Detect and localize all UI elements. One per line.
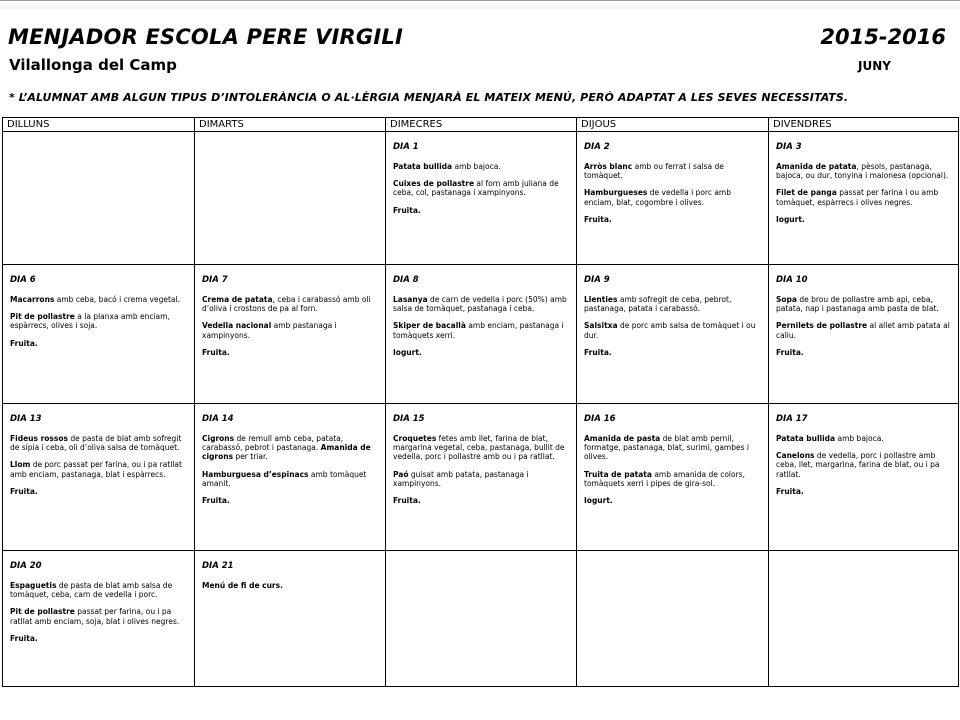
dish-description: amb bajoca. [452,162,501,171]
dish-description: passat per farina i ou amb tomàquet, espàrrecs i olives negres. [776,188,939,207]
dish-description: de vedella i porc amb enciam, blat, cogombre i olives. [584,188,731,207]
day-cell [3,551,195,687]
empty-day-cell [577,551,769,687]
dish-entry [393,470,570,488]
dish-description: amb ou ferrat i salsa de tomàquet. [584,162,724,181]
dessert-entry: Iogurt. [776,214,805,224]
day-cell [769,265,959,404]
dish-entry [393,434,570,462]
empty-day-cell [3,132,195,265]
dish-name: Fideus rossos [10,434,68,443]
day-cell [386,265,577,404]
dish-name: Sopa [776,295,797,304]
dish-entry [776,295,952,313]
dish-name: Amanida de pasta [584,434,661,443]
day-number: DIA 9 [584,275,610,285]
dish-name: Macarrons [10,295,55,304]
dish-entry [393,162,570,171]
dish-description: de pasta de blat amb salsa de tomàquet, ceba, carn de vedella i porc. [10,581,173,600]
dish-entry [202,295,379,313]
dessert-entry: Fruita. [10,338,38,348]
day-number: DIA 13 [10,414,42,424]
dish-entry [776,162,952,180]
dish-name: Salsitxa [584,321,618,331]
dessert-entry: Fruita. [584,214,612,224]
dish-entry [584,470,762,488]
dish-entry [10,581,188,599]
day-number: DIA 10 [776,275,808,285]
dish-description: amb sofregit de ceba, pebrot, pastanaga, patata i carabassó. [584,295,732,314]
dish-entry [202,434,379,462]
dish-name: Canelons [776,451,815,461]
dessert-entry: Fruita. [393,496,421,506]
dish-entry [584,434,762,462]
empty-day-cell [769,551,959,687]
month-label: JUNY [858,59,891,73]
dish-name: Espaguetis [10,581,57,590]
dish-description: de carn de vedella i porc (50%) amb salsa de tomàquet, pastanaga i ceba. [393,295,567,314]
dish-description: passat per farina, ou i pa ratllat amb enciam, soja, blat i olives negres. [10,607,180,626]
dish-name: Cigrons [202,434,235,443]
dish-name: Paó [393,469,409,479]
dish-name: Llom [10,460,31,470]
dish-name: Filet de panga [776,188,837,198]
dish-entry [584,188,762,206]
school-town: Vilallonga del Camp [9,56,177,74]
day-cell [577,404,769,551]
dish-entry [393,321,570,339]
day-number: DIA 3 [776,142,802,152]
dish-entry [10,295,188,304]
day-cell [769,132,959,265]
week-row [3,404,959,551]
day-number: DIA 2 [584,142,610,152]
page-title: MENJADOR ESCOLA PERE VIRGILI [8,25,403,49]
week-row [3,265,959,404]
day-cell [195,404,386,551]
day-cell [195,265,386,404]
day-number: DIA 1 [393,142,419,152]
menu-calendar-table [2,117,959,687]
dessert-entry: Iogurt. [393,347,422,357]
day-number: DIA 16 [584,414,616,424]
day-cell [3,265,195,404]
dish-entry [10,312,188,330]
dish-name: Crema de patata [202,295,273,304]
dish-description: al forn amb juliana de ceba, col, pastanaga i xampinyons. [393,179,559,198]
day-number: DIA 6 [10,275,36,285]
dish-entry [202,470,379,488]
day-number: DIA 20 [10,561,42,571]
school-year: 2015-2016 [820,25,946,49]
day-cell [769,404,959,551]
dish-description: per triar. [233,452,268,462]
dish-entry [393,295,570,313]
dish-description: de blat amb pernil, formatge, pastanaga, blat, surimi, gambes i olives. [584,434,749,462]
dish-entry [10,434,188,452]
day-number: DIA 21 [202,561,234,571]
dish-description: amb tomàquet amanit. [202,469,367,488]
dish-description: fetes amb llet, farina de blat, margarina vegetal, ceba, pastanaga, bullit de vedella, porc i pollastre amb ou i pa ratllat. [393,434,565,462]
weekday-header: DIJOUS [577,118,769,132]
dessert-entry: Fruita. [202,496,230,506]
weekday-header-row [3,118,959,132]
weekday-header: DIVENDRES [769,118,959,132]
dish-name: Pit de pollastre [10,312,75,322]
dish-description: de porc passat per farina, ou i pa ratllat amb enciam, pastanaga, blat i espàrrecs. [10,460,182,479]
dish-entry [776,321,952,339]
dish-name: Hamburgueses [584,188,648,198]
dish-description: de vedella, porc i pollastre amb ceba, llet, margarina, farina de blat, ou i pa ratllat. [776,451,940,479]
allergy-note: * L’ALUMNAT AMB ALGUN TIPUS D’INTOLERÀNCIA O AL·LÈRGIA MENJARÀ EL MATEIX MENÚ, PERÒ ADAPTAT A LES SEVES NECESSITATS. [9,91,849,104]
dish-name: Menú de fi de curs. [202,581,283,590]
dish-name: Llenties [584,295,618,304]
dessert-entry: Fruita. [10,633,38,643]
dish-name: Arròs blanc [584,162,633,171]
dish-name: Truita de patata [584,469,652,479]
day-number: DIA 8 [393,275,419,285]
dish-description: de brou de pollastre amb api, ceba, patata, nap i pastanaga amb pasta de blat. [776,295,939,314]
dish-name: Skiper de bacallà [393,321,466,331]
dish-entry [776,451,952,479]
empty-day-cell [195,132,386,265]
dessert-entry: Fruita. [202,347,230,357]
day-cell [195,551,386,687]
day-cell [577,265,769,404]
dish-description: a la planxa amb enciam, espàrrecs, olives i soja. [10,312,170,331]
window-top-edge [0,0,960,9]
weekday-header: DILLUNS [3,118,195,132]
dish-name: Amanida de patata [776,162,857,171]
dessert-entry: Fruita. [393,205,421,215]
dish-name: Hamburguesa d’espinacs [202,469,309,479]
dish-entry [776,188,952,206]
dish-entry [10,460,188,478]
dessert-entry: Iogurt. [584,496,613,506]
day-number: DIA 14 [202,414,234,424]
day-cell [577,132,769,265]
dish-description: amb ceba, bacó i crema vegetal. [54,295,180,304]
dish-entry [584,295,762,313]
dessert-entry: Fruita. [776,486,804,496]
dish-name: Pit de pollastre [10,607,75,617]
dish-name: Patata bullida [776,434,836,443]
dish-name: Pernilets de pollastre [776,321,868,331]
dish-description: de porc amb salsa de tomàquet i ou dur. [584,321,756,340]
dish-description: amb pastanaga i xampinyons. [202,321,337,340]
dish-name: Croquetes [393,434,437,443]
dish-entry [10,607,188,625]
dish-entry [393,179,570,197]
dish-description: de remull amb ceba, patata, carabassó, pebrot i pastanaga. [202,434,344,453]
dish-name: Cuixes de pollastre [393,179,475,189]
dish-description: , ceba i carabassó amb oli d’oliva i crostons de pa al forn. [202,295,371,314]
dish-name: Patata bullida [393,162,453,171]
dish-entry [202,321,379,339]
dish-description: al allet amb patata al caliu. [776,321,950,340]
dish-entry [584,321,762,339]
dish-description: , pèsols, pastanaga, bajoca, ou dur, tonyina i maionesa (opcional). [776,162,949,181]
dish-description: amb enciam, pastanaga i tomàquets xerri. [393,321,564,340]
dish-name: Amanida de cigrons [202,443,371,462]
dessert-entry: Fruita. [584,347,612,357]
day-number: DIA 15 [393,414,425,424]
dish-name: Lasanya [393,295,428,304]
weekday-header: DIMARTS [195,118,386,132]
day-cell [386,404,577,551]
dish-name: Vedella nacional [202,321,272,331]
week-row [3,132,959,265]
dish-description: amb bajoca. [835,434,884,443]
day-cell [386,132,577,265]
dish-description: de pasta de blat amb sofregit de sípia i ceba, oli d’oliva salsa de tomàquet. [10,434,182,453]
weekday-header: DIMECRES [386,118,577,132]
dish-entry [776,434,952,443]
day-cell [3,404,195,551]
day-number: DIA 17 [776,414,808,424]
dish-entry [202,581,379,590]
empty-day-cell [386,551,577,687]
dish-description: amb amanida de colors, tomàquets xerri i pipes de gira-sol. [584,469,745,488]
week-row [3,551,959,687]
dessert-entry: Fruita. [10,486,38,496]
dish-entry [584,162,762,180]
dessert-entry: Fruita. [776,347,804,357]
dish-description: guisat amb patata, pastanaga i xampinyons. [393,469,529,488]
day-number: DIA 7 [202,275,228,285]
